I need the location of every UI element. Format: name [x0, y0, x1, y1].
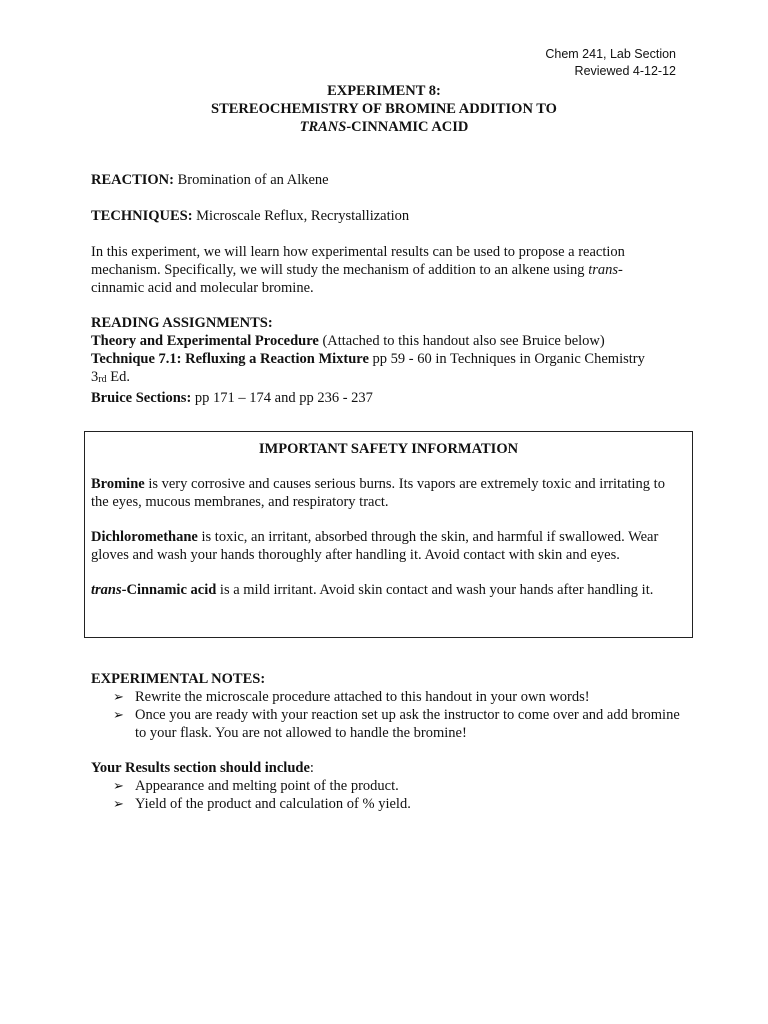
safety-box — [84, 431, 693, 638]
course-header — [545, 46, 676, 80]
intro-trans: trans — [588, 262, 619, 278]
reading-edition-suffix: rd — [98, 374, 107, 385]
list-item — [91, 706, 691, 742]
list-item — [91, 777, 691, 795]
results-heading: Your Results section should include — [91, 760, 310, 776]
notes-list — [91, 688, 691, 742]
results-list — [91, 777, 691, 813]
reading-theory: Theory and Experimental Procedure — [91, 333, 319, 349]
safety-cinnamic — [91, 581, 686, 599]
reading-technique: Technique 7.1: Refluxing a Reaction Mixture — [91, 351, 369, 367]
reading-heading: READING ASSIGNMENTS: — [91, 315, 273, 331]
reading-assignments — [91, 314, 681, 407]
safety-bromine-label: Bromine — [91, 476, 145, 492]
safety-bromine-text: is very corrosive and causes serious burns. Its vapors are extremely toxic and irritating to the eyes, mucous membranes, and respiratory tract. — [91, 476, 665, 510]
title-line-3 — [0, 118, 768, 136]
arrowhead-bullet-icon: ➢ — [113, 689, 124, 704]
result-text: Yield of the product and calculation of % yield. — [135, 796, 411, 812]
course-label: Chem 241, Lab Section — [545, 47, 676, 61]
title-cinnamic: -CINNAMIC ACID — [346, 119, 469, 135]
arrowhead-bullet-icon: ➢ — [113, 707, 124, 722]
reading-theory-text: (Attached to this handout also see Bruice below) — [318, 333, 605, 349]
arrowhead-bullet-icon: ➢ — [113, 796, 124, 811]
arrowhead-bullet-icon: ➢ — [113, 778, 124, 793]
reading-bruice: Bruice Sections: — [91, 390, 192, 406]
list-item — [91, 795, 691, 813]
reading-edition-number: 3 — [91, 369, 99, 385]
intro-text: In this experiment, we will learn how experimental results can be used to propose a reaction mechanism. Specifically, we will study the mechanism of addition to an alkene using — [91, 244, 625, 278]
techniques-line — [91, 207, 681, 225]
reviewed-date: Reviewed 4-12-12 — [574, 64, 676, 78]
reaction-text: Bromination of an Alkene — [173, 172, 329, 188]
safety-dcm-label: Dichloromethane — [91, 529, 198, 545]
reading-edition-text: Ed. — [106, 369, 130, 385]
reading-bruice-text: pp 171 – 174 and pp 236 - 237 — [191, 390, 373, 406]
techniques-text: Microscale Reflux, Recrystallization — [192, 208, 410, 224]
reaction-label: REACTION: — [91, 172, 174, 188]
safety-bromine — [91, 475, 686, 511]
title-trans: TRANS — [299, 119, 347, 135]
title-line-2: STEREOCHEMISTRY OF BROMINE ADDITION TO — [211, 101, 557, 117]
intro-text-end: -cinnamic acid and molecular bromine. — [91, 262, 623, 296]
note-text: Once you are ready with your reaction set up ask the instructor to come over and add bromine to your flask. You are not allowed to handle the bromine! — [135, 707, 680, 741]
safety-dichloromethane — [91, 528, 686, 564]
title-line-1: EXPERIMENT 8: — [327, 83, 441, 99]
experiment-title — [0, 82, 768, 136]
safety-cinn-text: is a mild irritant. Avoid skin contact and wash your hands after handling it. — [216, 582, 654, 598]
safety-cinn-trans: trans — [91, 582, 122, 598]
note-text: Rewrite the microscale procedure attached to this handout in your own words! — [135, 689, 590, 705]
results-colon: : — [309, 760, 314, 776]
safety-title: IMPORTANT SAFETY INFORMATION — [258, 441, 519, 457]
notes-heading: EXPERIMENTAL NOTES: — [91, 671, 266, 687]
safety-dcm-text: is toxic, an irritant, absorbed through the skin, and harmful if swallowed. Wear gloves and wash your hands thoroughly after handling it. Avoid contact with skin and eyes. — [91, 529, 659, 563]
results-section — [91, 759, 691, 813]
result-text: Appearance and melting point of the product. — [135, 778, 399, 794]
list-item — [91, 688, 691, 706]
experimental-notes — [91, 670, 691, 742]
intro-paragraph — [91, 243, 651, 297]
reading-technique-text: pp 59 - 60 in Techniques in Organic Chemistry — [368, 351, 645, 367]
safety-cinn-label: -Cinnamic acid — [121, 582, 217, 598]
reaction-line — [91, 171, 681, 189]
techniques-label: TECHNIQUES: — [91, 208, 193, 224]
